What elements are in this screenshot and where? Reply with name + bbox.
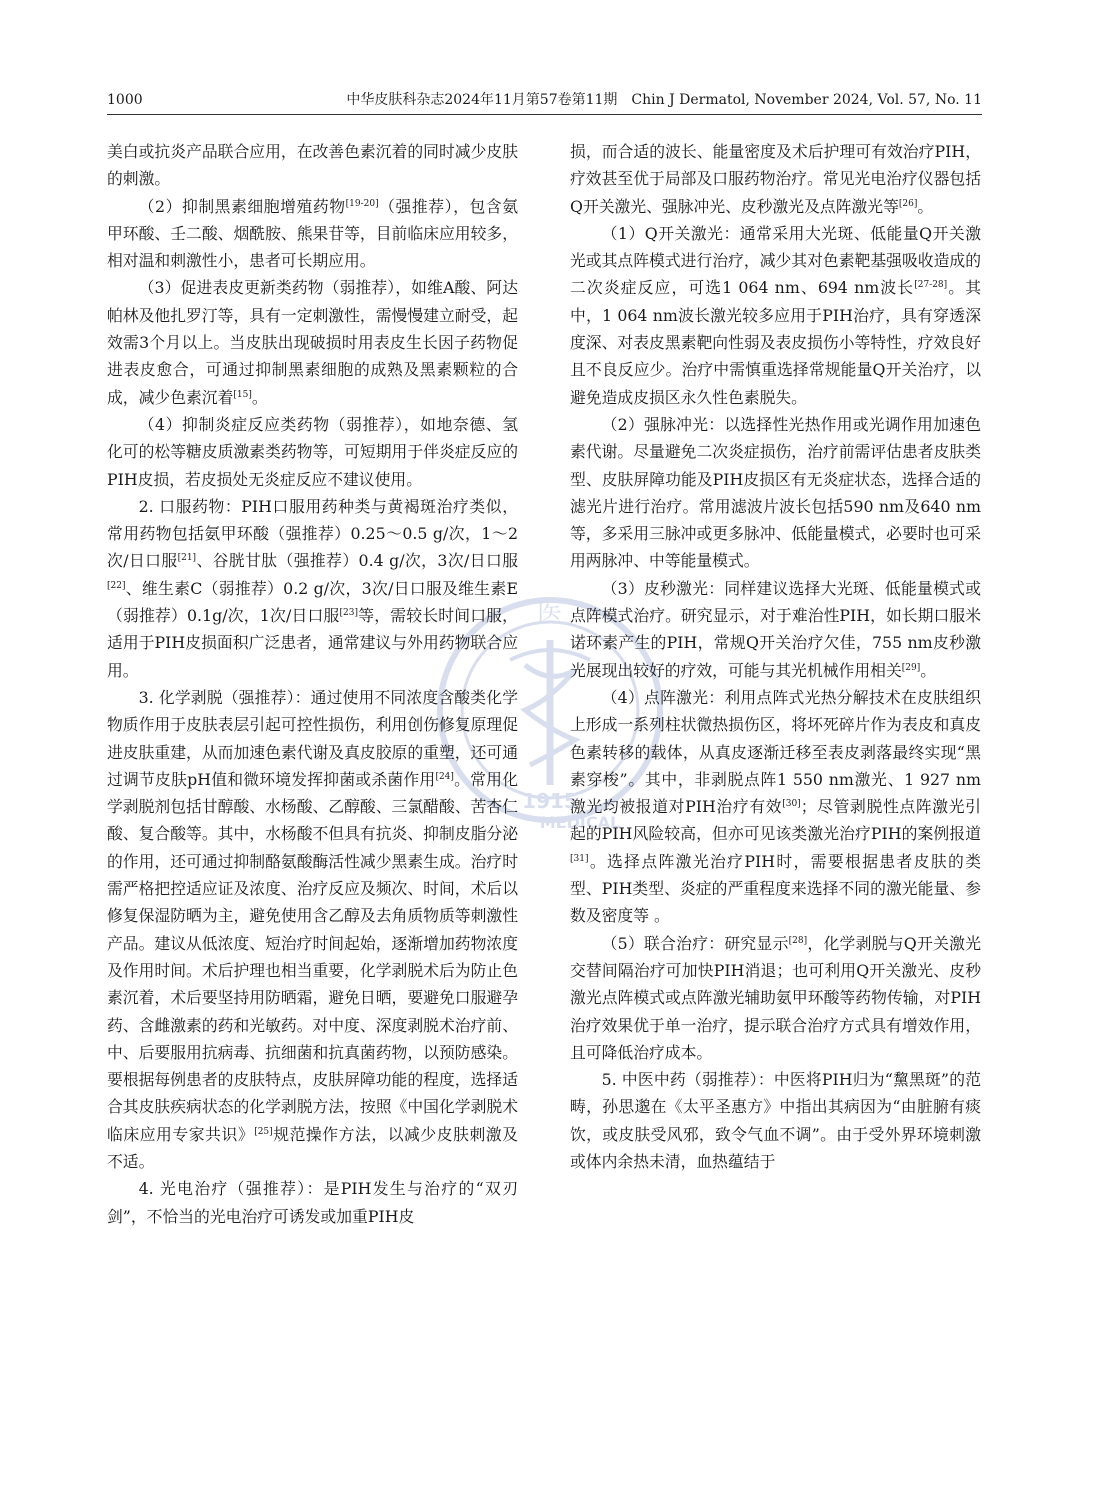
paragraph: （4）抑制炎症反应类药物（弱推荐），如地奈德、氢化可的松等糖皮质激素类药物等，可短期用于伴炎症反应的PIH皮损，若皮损处无炎症反应不建议使用。 — [107, 414, 518, 489]
header-rule — [107, 114, 982, 115]
watermark-bottom-text: MEDICAL — [539, 813, 621, 830]
citation: [31] — [570, 853, 589, 864]
paragraph: （3）皮秒激光：同样建议选择大光斑、低能量模式或点阵模式治疗。研究显示，对于难治性PIH，如长期口服米诺环素产生的PIH，常规Q开关治疗欠佳，755 nm皮秒激光展现出较好的疗效，可能与其光机械作用相关[29]。 — [570, 578, 981, 680]
running-header — [107, 89, 982, 111]
citation: [15] — [233, 389, 252, 400]
page-number: 1000 — [107, 92, 143, 108]
paragraph: 美白或抗炎产品联合应用，在改善色素沉着的同时减少皮肤的刺激。 — [107, 142, 518, 189]
paragraph: 2. 口服药物：PIH口服用药种类与黄褐斑治疗类似，常用药物包括氨甲环酸（强推荐）0.25～0.5 g/次，1～2次/日口服[21]、谷胱甘肽（强推荐）0.4 g/次，3次/日口服[22]、维生素C（弱推荐）0.2 g/次，3次/日口服及维生素E（弱推荐）0.1g/次，1次/日口服[23]等，需较长时间口服，适用于PIH皮损面积广泛患者，通常建议与外用药物联合应用。 — [107, 496, 519, 680]
paragraph: 3. 化学剥脱（强推荐）：通过使用不同浓度含酸类化学物质作用于皮肤表层引起可控性损伤，利用创伤修复原理促进皮肤重建，从而加速色素代谢及真皮胶原的重塑，还可通过调节皮肤pH值和微环境发挥抑菌或杀菌作用[24]。常用化学剥脱剂包括甘醇酸、水杨酸、乙醇酸、三氯醋酸、苦杏仁酸、复合酸等。其中，水杨酸不但具有抗炎、抑制皮脂分泌的作用，还可通过抑制酪氨酸酶活性减少黑素生成。治疗时需严格把控适应证及浓度、治疗反应及频次、时间，术后以修复保湿防晒为主，避免使用含乙醇及去角质物质等刺激性产品。建议从低浓度、短治疗时间起始，逐渐增加药物浓度及作用时间。术后护理也相当重要，化学剥脱术后为防止色素沉着，术后要坚持用防晒霜，避免日晒，要避免口服避孕药、含雌激素的药和光敏药。对中度、深度剥脱术治疗前、中、后要服用抗病毒、抗细菌和抗真菌药物，以预防感染。要根据每例患者的皮肤特点，皮肤屏障功能的程度，选择适合其皮肤疾病状态的化学剥脱方法，按照《中国化学剥脱术临床应用专家共识》[25]规范操作方法，以减少皮肤刺激及不适。 — [107, 687, 518, 1171]
citation: [21] — [177, 553, 197, 564]
citation: [26] — [898, 198, 918, 209]
paragraph: （4）点阵激光：利用点阵式光热分解技术在皮肤组织上形成一系列柱状微热损伤区，将坏死碎片作为表皮和真皮色素转移的载体，从真皮逐渐迁移至表皮剥落最终实现“黑素穿梭”。其中，非剥脱点阵1 550 nm激光、1 927 nm激光均被报道对PIH治疗有效[30]；尽管剥脱性点阵激光引起的PIH风险较高，但亦可见该类激光治疗PIH的案例报道[31]。选择点阵激光治疗PIH时，需要根据患者皮肤的类型、PIH类型、炎症的严重程度来选择不同的激光能量、参数及密度等 。 — [570, 687, 981, 926]
paragraph: （2）强脉冲光：以选择性光热作用或光调作用加速色素代谢。尽量避免二次炎症损伤，治疗前需评估患者皮肤类型、皮肤屏障功能及PIH皮损区有无炎症状态，选择合适的滤光片进行治疗。常用滤波片波长包括590 nm及640 nm等，多采用三脉冲或更多脉冲、低能量模式，必要时也可采用两脉冲、中等能量模式。 — [570, 414, 981, 571]
citation: [27-28] — [914, 280, 948, 291]
journal-citation: 中华皮肤科杂志2024年11月第57卷第11期 Chin J Dermatol, November 2024, Vol. 57, No. 11 — [346, 92, 982, 108]
paragraph: 4. 光电治疗（强推荐）：是PIH发生与治疗的“双刃剑”，不恰当的光电治疗可诱发或加重PIH皮 — [107, 1179, 518, 1226]
left-column — [107, 138, 518, 1230]
paragraph: （3）促进表皮更新类药物（弱推荐），如维A酸、阿达帕林及他扎罗汀等，具有一定刺激性，需慢慢建立耐受，起效需3个月以上。当皮肤出现破损时用表皮生长因子药物促进表皮愈合，可通过抑制黑素细胞的成熟及黑素颗粒的合成，减少色素沉着[15]。 — [107, 278, 518, 407]
paragraph: 损，而合适的波长、能量密度及术后护理可有效治疗PIH，疗效甚至优于局部及口服药物治疗。常见光电治疗仪器包括Q开关激光、强脉冲光、皮秒激光及点阵激光等[26]。 — [570, 142, 981, 216]
citation: [30] — [782, 799, 801, 810]
citation: [25] — [254, 1126, 273, 1137]
citation: [23] — [339, 608, 358, 619]
right-column — [570, 138, 981, 1175]
watermark-year: 1915 — [522, 789, 578, 813]
paragraph: 5. 中医中药（弱推荐）：中医将PIH归为“黧黑斑”的范畴，孙思邈在《太平圣惠方》中指出其病因为“由脏腑有痰饮，或皮肤受风邪，致令气血不调”。由于受外界环境刺激或体内余热未清，血热蕴结于 — [570, 1070, 981, 1171]
citation: [19-20] — [345, 198, 379, 209]
watermark-top-text: 医 — [536, 599, 564, 629]
citation: [24] — [435, 771, 454, 782]
paragraph: （5）联合治疗：研究显示[28]，化学剥脱与Q开关激光交替间隔治疗可加快PIH消退；也可利用Q开关激光、皮秒激光点阵模式或点阵激光辅助氨甲环酸等药物传输，对PIH治疗效果优于单一治疗，提示联合治疗方式具有增效作用，且可降低治疗成本。 — [570, 933, 981, 1062]
citation: [22] — [107, 580, 126, 591]
citation: [29] — [901, 662, 921, 673]
paragraph: （1）Q开关激光：通常采用大光斑、低能量Q开关激光或其点阵模式进行治疗，减少其对色素靶基强吸收造成的二次炎症反应，可选1 064 nm、694 nm波长[27-28]。其中，1 064 nm波长激光较多应用于PIH治疗，具有穿透深度深、对表皮黑素靶向性弱及表皮损伤小等特性，疗效良好且不良反应少。治疗中需慎重选择常规能量Q开关治疗，以避免造成皮损区永久性色素脱失。 — [570, 223, 981, 407]
paragraph: （2）抑制黑素细胞增殖药物[19-20]（强推荐），包含氨甲环酸、壬二酸、烟酰胺、熊果苷等，目前临床应用较多，相对温和刺激性小，患者可长期应用。 — [107, 196, 518, 271]
citation: [28] — [788, 935, 808, 946]
